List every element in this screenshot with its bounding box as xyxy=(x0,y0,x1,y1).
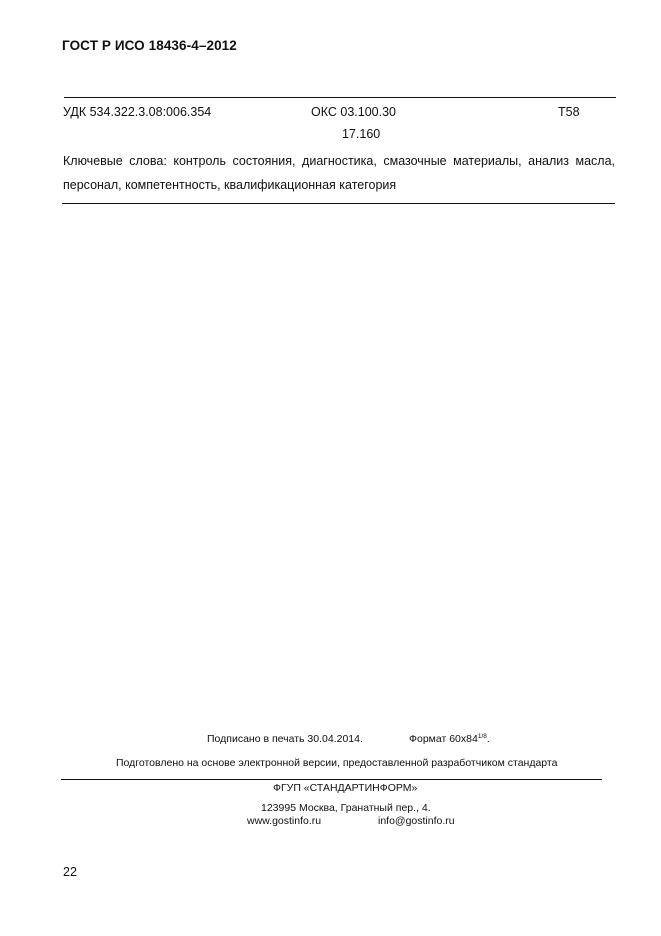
oks-code-secondary: 17.160 xyxy=(342,127,381,141)
format-prefix: Формат 60x84 xyxy=(409,733,478,745)
format-fraction: 1/8 xyxy=(477,733,487,740)
format-suffix: . xyxy=(486,733,490,745)
publisher-address: 123995 Москва, Гранатный пер., 4. xyxy=(261,802,431,814)
udk-code: УДК 534.322.3.08:006.354 xyxy=(63,105,212,119)
signed-for-print: Подписано в печать 30.04.2014. xyxy=(207,733,363,745)
keywords-divider xyxy=(62,203,615,204)
footer-divider xyxy=(61,779,602,780)
keywords-paragraph: Ключевые слова: контроль состояния, диагностика, смазочные материалы, анализ масла, персонал, компетентность, квалификационная категория xyxy=(63,154,615,192)
classification-code: Т58 xyxy=(558,105,580,119)
document-title: ГОСТ Р ИСО 18436-4–2012 xyxy=(62,38,237,53)
prepared-note: Подготовлено на основе электронной версии, предоставленной разработчиком стандарта xyxy=(116,757,558,769)
top-divider xyxy=(64,97,616,98)
page-number: 22 xyxy=(63,865,77,879)
publisher-website-link[interactable]: www.gostinfo.ru xyxy=(247,815,322,827)
print-format xyxy=(409,733,490,745)
publisher-name: ФГУП «СТАНДАРТИНФОРМ» xyxy=(273,782,418,794)
oks-code-primary: ОКС 03.100.30 xyxy=(311,105,396,119)
publisher-email-link[interactable]: info@gostinfo.ru xyxy=(378,815,455,827)
